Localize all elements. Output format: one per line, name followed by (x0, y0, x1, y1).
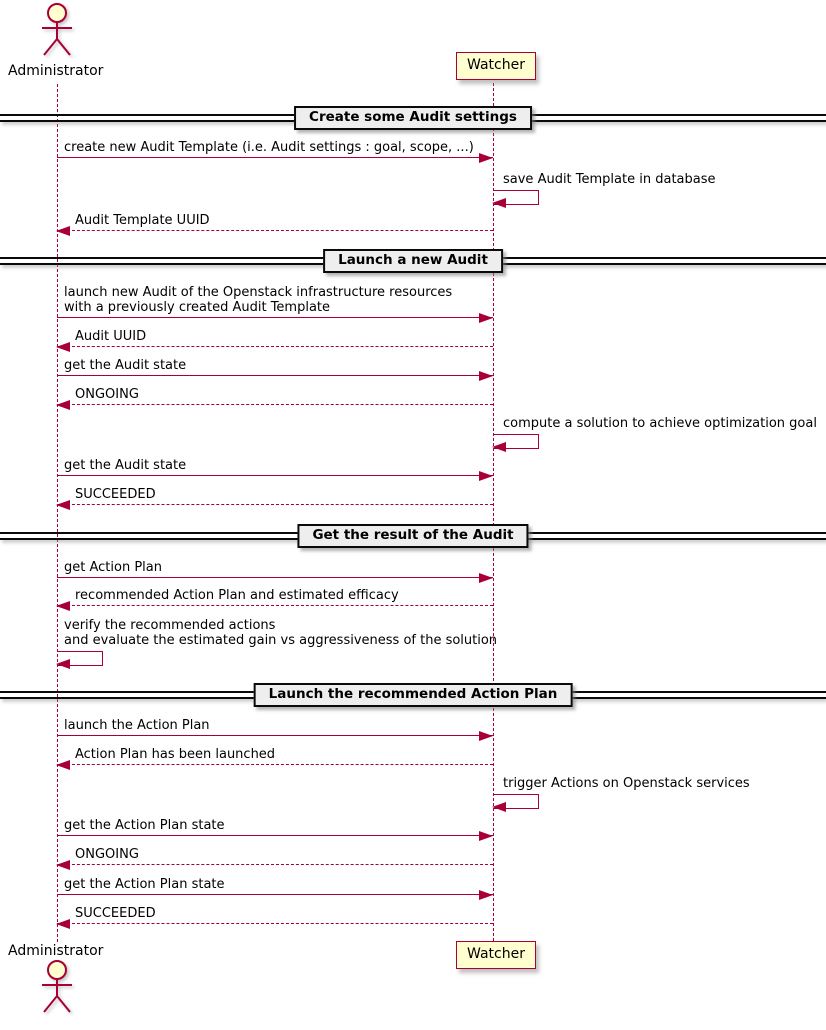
message-arrow-line (57, 346, 493, 347)
message-label-line: with a previously created Audit Template (64, 300, 331, 315)
section-divider: Launch a new Audit (323, 249, 503, 273)
message-label (503, 416, 817, 431)
message-label-line: save Audit Template in database (503, 172, 716, 187)
message-label (75, 213, 210, 228)
message-label (64, 818, 225, 833)
arrowhead-icon (56, 342, 70, 352)
message-label (64, 458, 186, 473)
message-arrow-line (57, 605, 493, 606)
message-arrow-line (57, 735, 493, 736)
arrowhead-icon (479, 371, 493, 381)
message-arrow-line (57, 504, 493, 505)
administrator-lifeline (57, 84, 58, 942)
watcher-participant-bottom: Watcher (456, 941, 536, 969)
arrowhead-icon (492, 442, 506, 452)
arrowhead-icon (56, 659, 70, 669)
message-label-line: get the Audit state (64, 358, 187, 373)
administrator-label-bottom: Administrator (8, 943, 104, 959)
message-label-line: launch the Action Plan (64, 718, 210, 733)
message-label-line: get Action Plan (64, 560, 162, 575)
message-label-line: ONGOING (75, 387, 139, 402)
message-label-line: Audit UUID (75, 329, 147, 344)
message-label (75, 847, 139, 862)
section-divider: Create some Audit settings (294, 106, 532, 130)
message-label (75, 588, 399, 603)
message-arrow-line (57, 230, 493, 231)
message-label (75, 487, 156, 502)
arrowhead-icon (479, 831, 493, 841)
message-label-line: create new Audit Template (i.e. Audit settings : goal, scope, ...) (64, 140, 474, 155)
administrator-actor-icon-bottom (37, 959, 77, 1021)
message-arrow-line (57, 764, 493, 765)
message-label-line: SUCCEEDED (75, 487, 156, 502)
watcher-participant-top: Watcher (456, 52, 536, 80)
message-arrow-line (57, 835, 493, 836)
arrowhead-icon (479, 573, 493, 583)
administrator-label-top: Administrator (8, 63, 104, 79)
arrowhead-icon (56, 601, 70, 611)
message-arrow-line (57, 317, 493, 318)
arrowhead-icon (56, 226, 70, 236)
arrowhead-icon (479, 153, 493, 163)
administrator-actor-icon-top (37, 2, 77, 64)
message-label-line: and evaluate the estimated gain vs aggressiveness of the solution (64, 633, 498, 648)
arrowhead-icon (56, 500, 70, 510)
watcher-lifeline (493, 83, 494, 941)
arrowhead-icon (479, 890, 493, 900)
message-label-line: get the Action Plan state (64, 877, 225, 892)
arrowhead-icon (56, 860, 70, 870)
message-label (75, 747, 275, 762)
arrowhead-icon (492, 198, 506, 208)
message-arrow-line (57, 894, 493, 895)
arrowhead-icon (479, 471, 493, 481)
message-label (75, 906, 156, 921)
message-arrow-line (57, 923, 493, 924)
message-label (75, 329, 146, 344)
arrowhead-icon (492, 802, 506, 812)
message-arrow-line (57, 864, 493, 865)
message-label (64, 140, 474, 155)
message-arrow-line (57, 577, 493, 578)
arrowhead-icon (56, 760, 70, 770)
message-arrow-line (57, 475, 493, 476)
message-label (75, 387, 139, 402)
section-divider: Get the result of the Audit (297, 524, 528, 548)
message-label-line: launch new Audit of the Openstack infrastructure resources (64, 285, 453, 300)
message-arrow-line (57, 375, 493, 376)
message-label-line: get the Audit state (64, 458, 187, 473)
message-label (64, 285, 452, 315)
message-label-line: verify the recommended actions (64, 618, 276, 633)
message-label (503, 776, 750, 791)
message-label-line: SUCCEEDED (75, 906, 156, 921)
message-label (64, 718, 210, 733)
message-label (64, 618, 497, 648)
section-divider: Launch the recommended Action Plan (254, 683, 573, 707)
message-arrow-line (57, 404, 493, 405)
message-label-line: recommended Action Plan and estimated efficacy (75, 588, 399, 603)
arrowhead-icon (56, 400, 70, 410)
message-label (503, 172, 716, 187)
message-label-line: get the Action Plan state (64, 818, 225, 833)
arrowhead-icon (479, 313, 493, 323)
message-label-line: Audit Template UUID (75, 213, 210, 228)
arrowhead-icon (479, 731, 493, 741)
message-label-line: Action Plan has been launched (75, 747, 276, 762)
message-label-line: trigger Actions on Openstack services (503, 776, 750, 791)
message-label-line: compute a solution to achieve optimization goal (503, 416, 817, 431)
arrowhead-icon (56, 919, 70, 929)
message-label-line: ONGOING (75, 847, 139, 862)
message-label (64, 877, 225, 892)
message-label (64, 560, 162, 575)
message-arrow-line (57, 157, 493, 158)
message-label (64, 358, 186, 373)
